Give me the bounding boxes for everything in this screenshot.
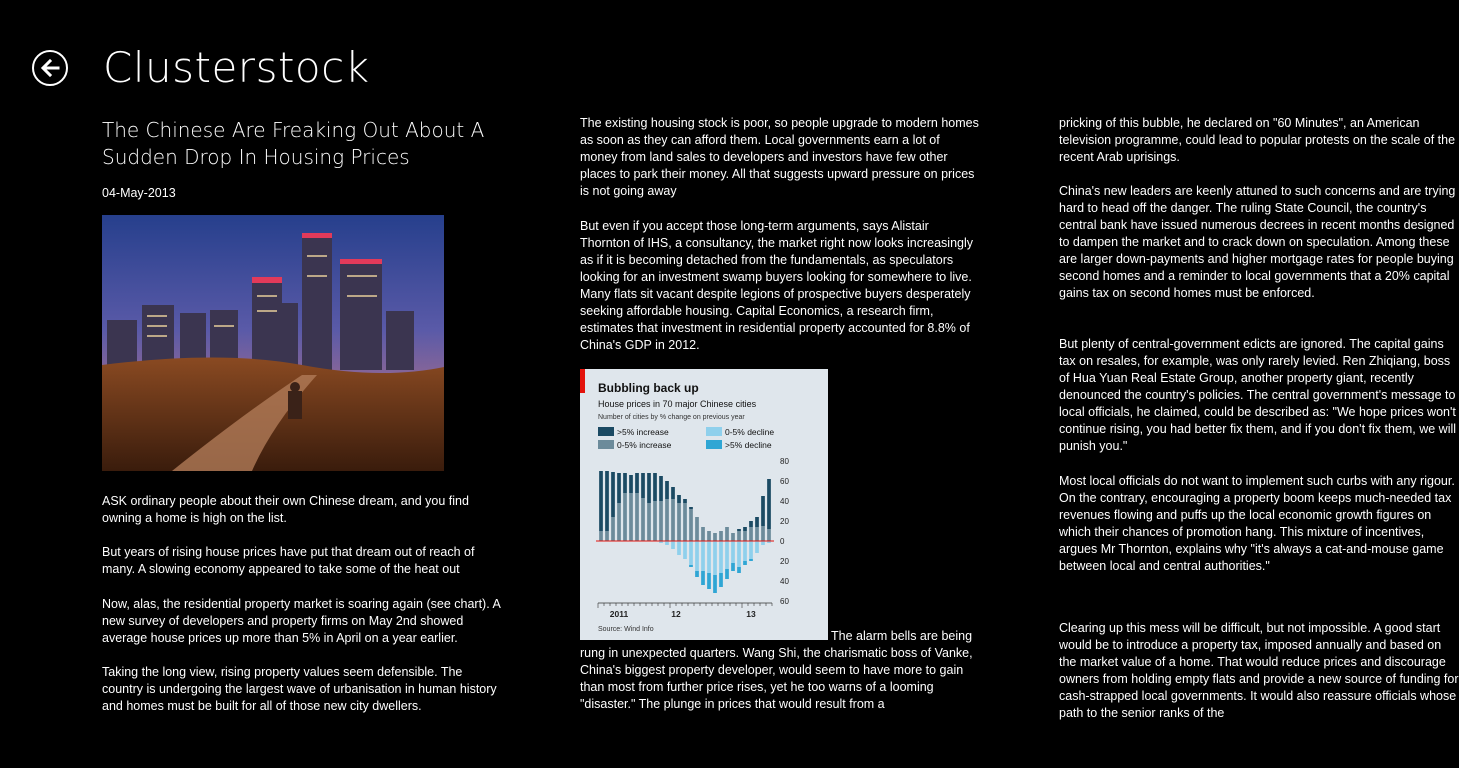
chart-image[interactable] [580, 369, 828, 640]
legend-swatch [598, 440, 614, 449]
bar-increase-small [641, 498, 645, 541]
bar-increase-small [629, 493, 633, 541]
bar-decline-small [683, 541, 687, 559]
bar-increase-big [743, 527, 747, 531]
bar-decline-small [731, 541, 735, 563]
paragraph: Now, alas, the residential property market is soaring again (see chart). A new survey of developers and property firms on May 2nd showed average house prices up more than 5% in April on a year earlier. [102, 597, 501, 645]
bar-increase-small [605, 531, 609, 541]
bar-increase-small [731, 533, 735, 541]
bar-increase-big [659, 476, 663, 501]
y-tick-label: 60 [780, 597, 789, 606]
legend-label: >5% decline [725, 440, 772, 450]
bar-increase-big [689, 507, 693, 509]
back-button[interactable] [32, 50, 68, 86]
paragraph: pricking of this bubble, he declared on "60 Minutes", an American television programme, could lead to popular protests on the scale of the recent Arab uprisings. [1059, 116, 1456, 164]
bar-increase-small [719, 531, 723, 541]
legend-swatch [598, 427, 614, 436]
bar-decline-small [737, 541, 741, 567]
bar-decline-small [671, 541, 675, 549]
bar-increase-big [677, 495, 681, 503]
chart-ylabel: Number of cities by % change on previous year [598, 414, 745, 421]
bar-decline-big [695, 571, 699, 577]
paragraph: Clearing up this mess will be difficult, but not impossible. A good start would be to introduce a property tax, imposed annually and based on the market value of a home. That would reduce prices and discourage owners from holding empty flats and provide a new source of funding for cash-strapped local governments. It would also reassure officials whose path to the senior ranks of the [1059, 621, 1459, 720]
paragraph: ASK ordinary people about their own Chinese dream, and you find owning a home is high on the list. [102, 494, 469, 525]
bar-decline-small [665, 541, 669, 545]
bar-increase-small [611, 517, 615, 541]
chart-legend [598, 427, 774, 450]
bar-decline-big [749, 559, 753, 561]
bar-increase-small [749, 527, 753, 541]
y-tick-label: 40 [780, 577, 789, 586]
bar-increase-small [617, 503, 621, 541]
bar-increase-big [761, 496, 765, 526]
bar-increase-small [671, 499, 675, 541]
bar-increase-small [623, 493, 627, 541]
y-tick-label: 20 [780, 557, 789, 566]
bar-decline-big [743, 561, 747, 565]
bar-increase-big [623, 473, 627, 493]
bar-increase-big [749, 521, 753, 527]
paragraph: China's new leaders are keenly attuned to such concerns and are trying hard to head off the danger. The ruling State Council, the country's central bank have issued numerous decrees in recent months designed to dampen the market and to crack down on speculation. Among these are larger down-payments and higher mortgage rates for people buying second homes and a reminder to local governments that a 20% capital gains tax on second homes must be enforced. [1059, 184, 1456, 300]
bar-decline-small [701, 541, 705, 571]
bar-decline-small [677, 541, 681, 555]
bar-increase-big [629, 475, 633, 493]
bar-increase-small [767, 529, 771, 541]
bar-increase-small [659, 501, 663, 541]
bar-increase-small [695, 517, 699, 541]
chart-x-axis [598, 603, 772, 619]
article-headline: The Chinese Are Freaking Out About A Sudden Drop In Housing Prices [102, 118, 485, 169]
bar-increase-small [725, 527, 729, 541]
bar-decline-big [725, 569, 729, 579]
bar-increase-small [737, 531, 741, 541]
y-tick-label: 80 [780, 457, 789, 466]
bar-increase-big [617, 473, 621, 503]
paragraph: But years of rising house prices have put that dream out of reach of many. A slowing economy appeared to take some of the heat out [102, 545, 475, 576]
bar-increase-small [653, 501, 657, 541]
legend-swatch [706, 440, 722, 449]
chart-red-tag [580, 369, 585, 393]
paragraph: Taking the long view, rising property values seem defensible. The country is undergoing the largest wave of urbanisation in human history and homes must be built for all of those new city dwellers. [102, 665, 497, 713]
bar-increase-small [761, 526, 765, 541]
bar-decline-big [707, 573, 711, 589]
paragraph-inline: The alarm bells are being [831, 629, 973, 643]
bar-increase-small [713, 533, 717, 541]
bar-decline-small [713, 541, 717, 575]
bar-increase-big [611, 472, 615, 517]
bar-increase-small [689, 509, 693, 541]
bar-increase-small [707, 531, 711, 541]
bar-decline-small [695, 541, 699, 571]
bar-increase-big [641, 473, 645, 498]
bar-increase-big [767, 479, 771, 529]
bar-decline-small [749, 541, 753, 559]
bar-increase-big [671, 487, 675, 499]
legend-label: 0-5% decline [725, 427, 775, 437]
bar-increase-small [635, 493, 639, 541]
bar-increase-small [599, 531, 603, 541]
paragraph: rung in unexpected quarters. Wang Shi, the charismatic boss of Vanke, China's biggest property developer, would seem to have more to gain than most from further price rises, yet he too warns of a looming "disaster." The plunge in prices that would result from a [580, 646, 973, 711]
bar-decline-small [743, 541, 747, 561]
y-tick-label: 20 [780, 517, 789, 526]
paragraph: The existing housing stock is poor, so people upgrade to modern homes as soon as they can afford them. Local governments earn a lot of money from land sales to developers and investors have few other places to park their money. All that suggests upward pressure on prices is not going away [580, 116, 979, 198]
bar-decline-small [725, 541, 729, 569]
bar-increase-big [599, 471, 603, 531]
bar-decline-small [707, 541, 711, 573]
chart-subtitle: House prices in 70 major Chinese cities [598, 399, 757, 409]
bar-decline-small [689, 541, 693, 565]
article-date: 04-May-2013 [102, 186, 176, 200]
bar-increase-small [665, 499, 669, 541]
bar-decline-small [719, 541, 723, 573]
bar-increase-small [677, 503, 681, 541]
y-tick-label: 60 [780, 477, 789, 486]
legend-label: >5% increase [617, 427, 669, 437]
bar-increase-small [755, 527, 759, 541]
bar-increase-big [755, 517, 759, 527]
bar-decline-big [731, 563, 735, 571]
legend-label: 0-5% increase [617, 440, 672, 450]
legend-swatch [706, 427, 722, 436]
chart-title: Bubbling back up [598, 381, 699, 395]
bar-increase-big [737, 529, 741, 531]
bar-increase-big [635, 473, 639, 493]
bar-increase-small [701, 527, 705, 541]
paragraph: But even if you accept those long-term arguments, says Alistair Thornton of IHS, a consultancy, the market right now looks increasingly as if it is becoming detached from the fundamentals, as speculators looking for an investment swamp buyers looking for somewhere to live. Many flats sit vacant despite legions of prospective buyers desperately seeking affordable housing. Capital Economics, a research firm, estimates that investment in residential property accounted for 8.8% of China's GDP in 2012. [580, 219, 974, 352]
bar-decline-big [701, 571, 705, 585]
bar-increase-big [605, 471, 609, 531]
article-photo[interactable] [102, 215, 444, 471]
bar-increase-big [653, 473, 657, 501]
bar-increase-big [665, 481, 669, 499]
bar-increase-small [743, 531, 747, 541]
bar-decline-big [713, 575, 717, 593]
bubbling-back-up-chart [580, 369, 828, 640]
chart-y-ticks [780, 457, 789, 606]
bar-increase-big [647, 473, 651, 503]
bar-increase-small [647, 503, 651, 541]
bar-decline-small [755, 541, 759, 553]
paragraph: Most local officials do not want to implement such curbs with any rigour. On the contrary, encouraging a property boom keeps much-needed tax revenues flowing and puffs up the local economic growth figures on which their chances of promotion hang. This mixture of incentives, argues Mr Thornton, explains why "it's always a cat-and-mouse game between local and central authorities." [1059, 474, 1455, 573]
bar-decline-big [719, 573, 723, 587]
chart-bars [596, 471, 774, 593]
bar-decline-big [737, 567, 741, 573]
bar-increase-small [683, 503, 687, 541]
y-tick-label: 40 [780, 497, 789, 506]
back-arrow-icon [39, 57, 61, 79]
city-skyline-dusk-photo [102, 215, 444, 471]
x-tick-label: 13 [746, 609, 756, 619]
x-tick-label: 2011 [609, 609, 629, 619]
x-tick-label: 12 [671, 609, 681, 619]
y-tick-label: 0 [780, 537, 785, 546]
paragraph: But plenty of central-government edicts are ignored. The capital gains tax on resales, for example, was only rarely levied. Ren Zhiqiang, boss of Hua Yuan Real Estate Group, another property giant, recently denounced the country's policies. The central government's message to local officials, he claimed, could be described as: "We hope prices won't continue rising, you had better fix them, and if you don't fix them, we will punish you." [1059, 337, 1457, 453]
app-title: Clusterstock [103, 43, 370, 92]
bar-increase-big [683, 499, 687, 503]
bar-decline-big [689, 565, 693, 567]
chart-source: Source: Wind Info [598, 626, 654, 633]
bar-decline-small [761, 541, 765, 545]
